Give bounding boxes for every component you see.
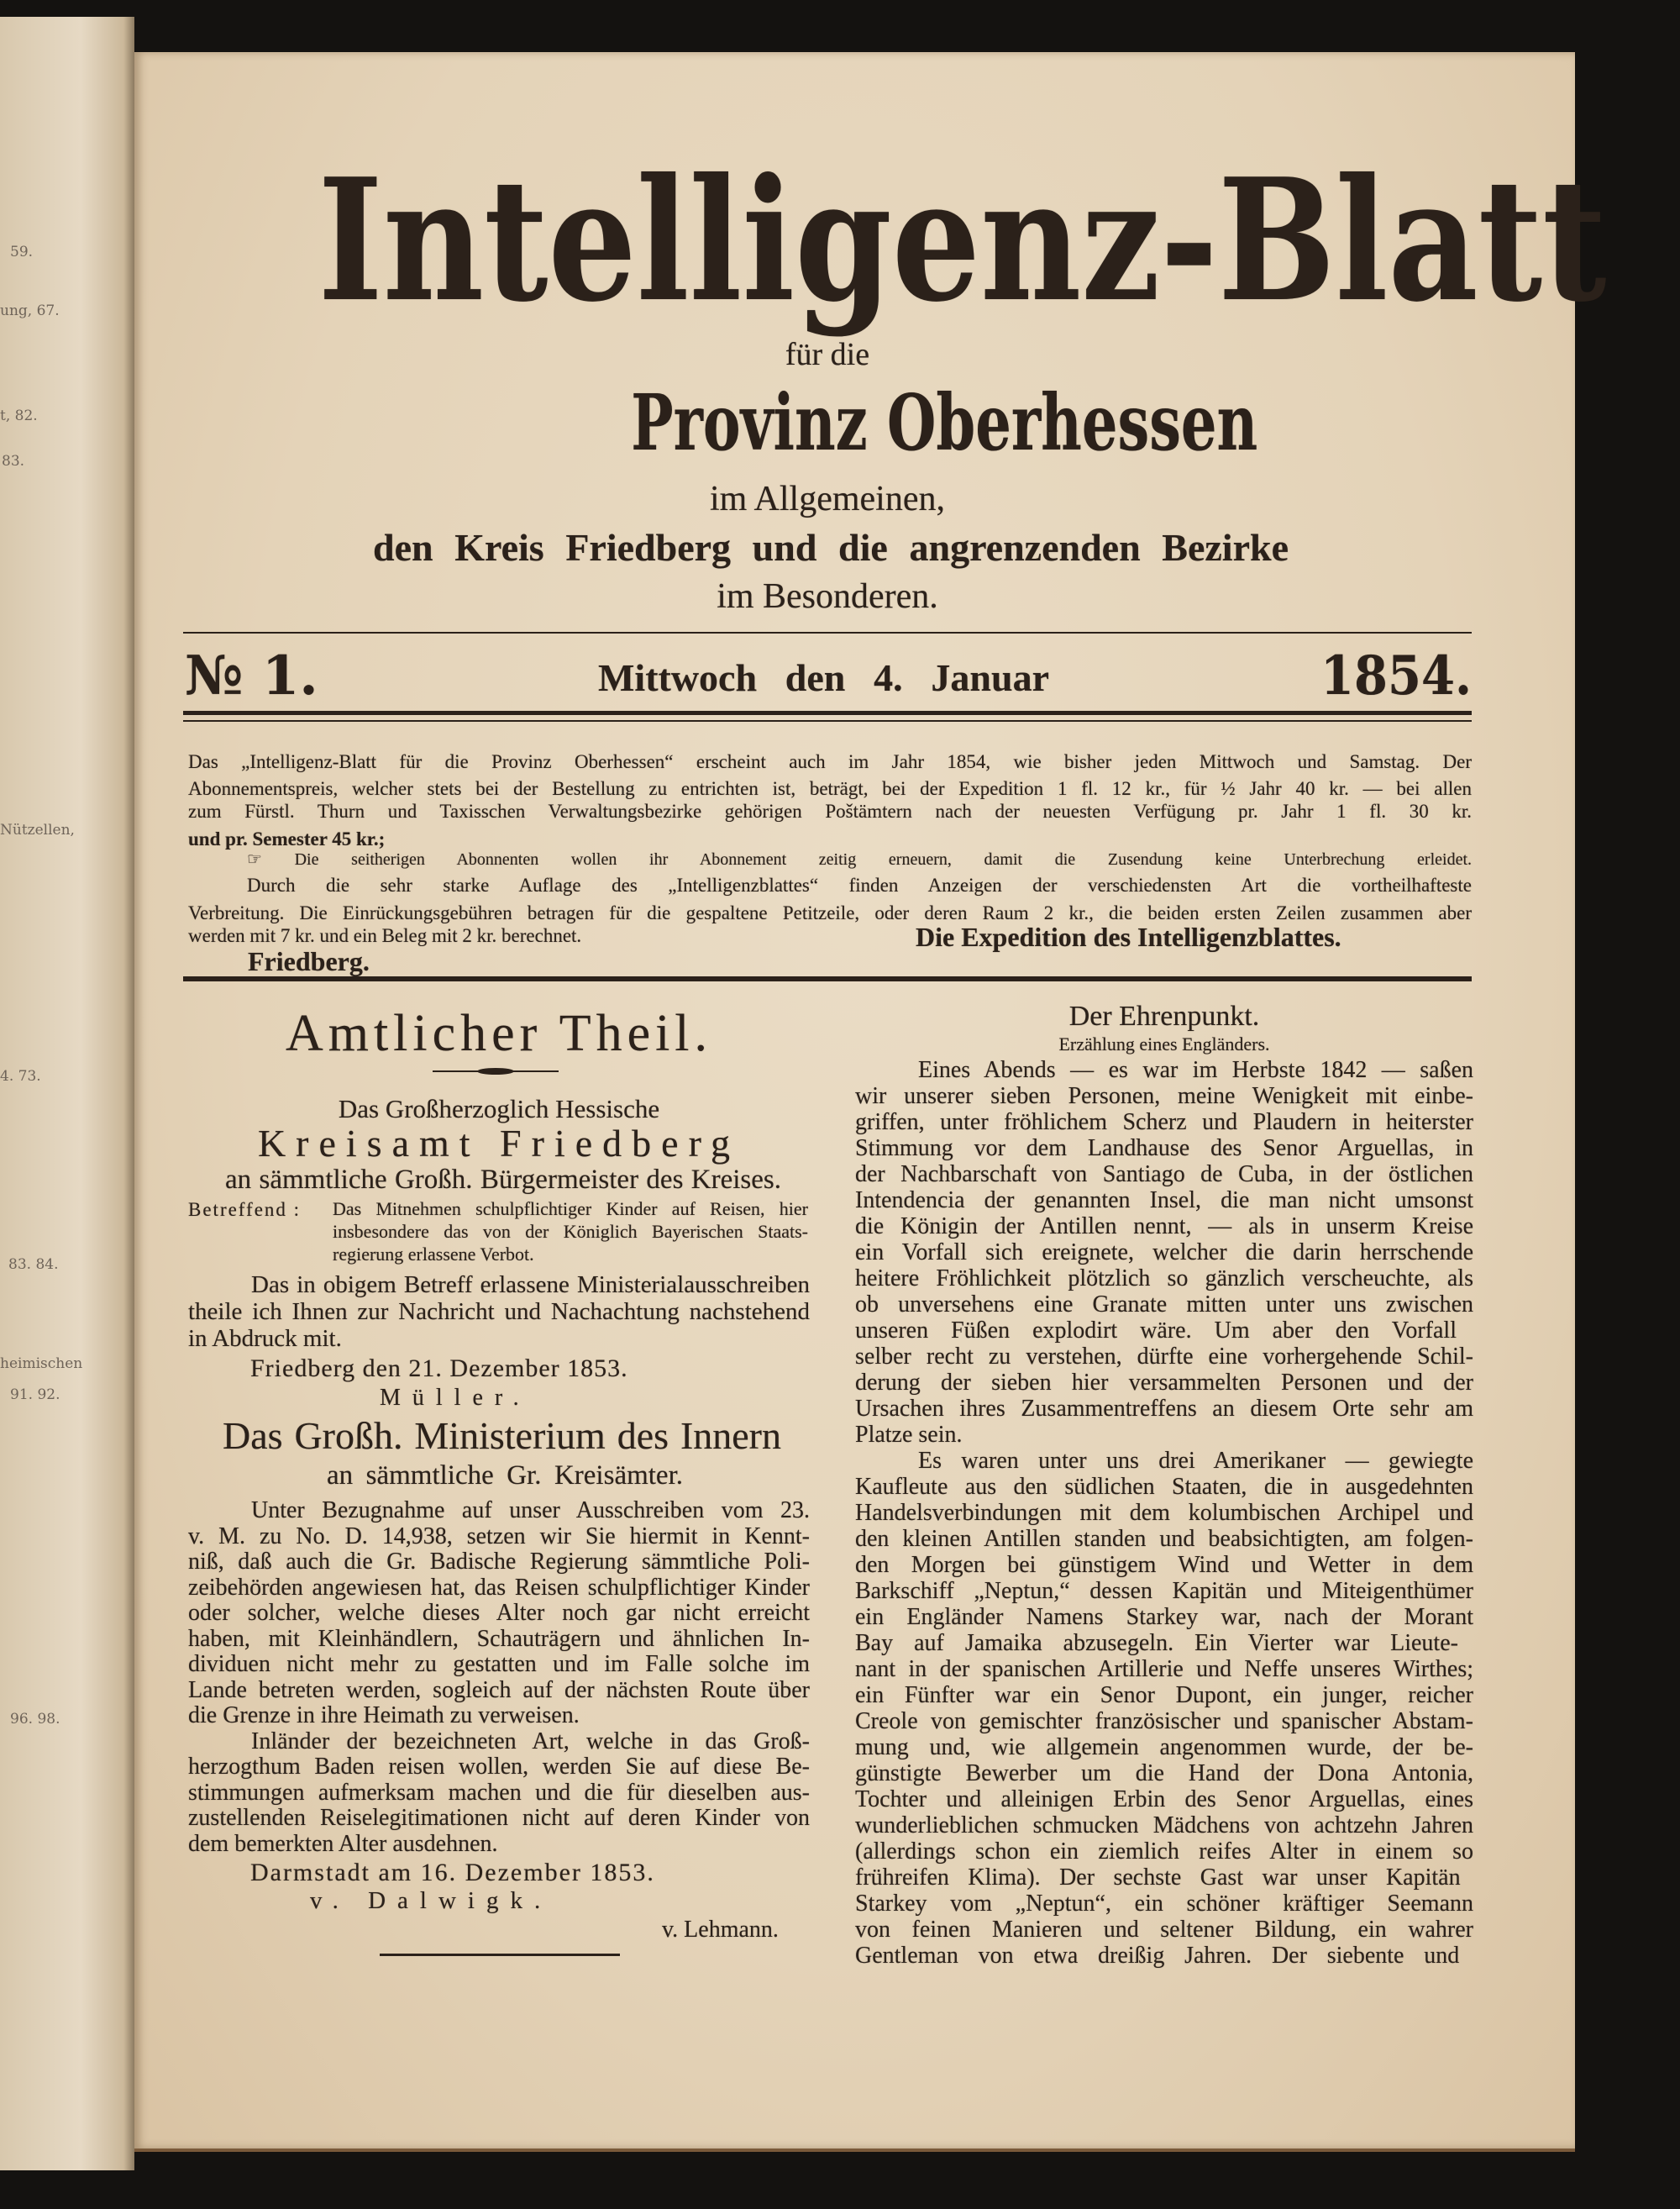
text-line-row xyxy=(855,1057,1473,1083)
section-rule xyxy=(183,976,1472,981)
ministry-addressee: an sämmtliche Gr. Kreisämter. xyxy=(327,1460,683,1491)
text-line-row xyxy=(855,1578,1473,1604)
issue-year: 1854. xyxy=(1320,644,1472,707)
im-allgemeinen: im Allgemeinen, xyxy=(710,480,945,518)
text-line: ob unversehens eine Granate mitten unter uns zwischen xyxy=(855,1291,1473,1318)
text-line: mung und, wie allgemein angenommen wurde, der be- xyxy=(855,1734,1473,1760)
text-line-row xyxy=(333,1197,808,1220)
text-line: die Grenze in ihre Heimath zu verweisen. xyxy=(188,1702,580,1728)
text-line: günstigte Bewerber um die Hand der Dona Antonia, xyxy=(855,1760,1473,1786)
facing-page-fragment: 4. 73. xyxy=(0,1068,41,1085)
text-line: insbesondere das von der Königlich Bayerischen Staats- xyxy=(333,1221,808,1242)
notice-line: Verbreitung. Die Einrückungsgebühren betragen für die gespaltene Petitzeile, oder deren Raum 2 kr., die beiden ersten Zeilen zusammen aber xyxy=(188,902,1472,923)
paragraph xyxy=(188,1729,810,1858)
text-line-row xyxy=(188,1627,810,1653)
text-line-row xyxy=(855,1760,1473,1786)
signer: Müller. xyxy=(380,1385,531,1411)
rule xyxy=(183,632,1472,634)
section-title-wrap xyxy=(188,1004,810,1063)
text-line-row xyxy=(855,1109,1473,1135)
text-line: heitere Fröhlichkeit plötzlich so gänzlich verscheuchte, als xyxy=(855,1265,1473,1291)
text-line-row xyxy=(188,1325,810,1352)
signer: v. Lehmann. xyxy=(662,1917,779,1943)
text-line-row xyxy=(188,1806,810,1832)
im-besonderen: im Besonderen. xyxy=(717,577,938,616)
text-line: Starkey vom „Neptun“, ein schöner kräftiger Seemann xyxy=(855,1891,1473,1917)
text-line-row xyxy=(188,1703,810,1729)
text-line-row xyxy=(855,1656,1473,1682)
text-line-row xyxy=(855,1630,1473,1656)
text-line: Ursachen ihres Zusammentreffens an diesem Orte sehr am xyxy=(855,1396,1473,1422)
text-line: von feinen Manieren und seltener Bildung, ein wahrer xyxy=(855,1917,1473,1943)
text-line: ein Engländer Namens Starkey war, nach der Morant xyxy=(855,1604,1473,1630)
text-line-row xyxy=(855,1318,1473,1344)
notice-line: und pr. Semester 45 kr.; xyxy=(188,828,386,849)
text-line-row xyxy=(188,1271,810,1298)
text-line-row xyxy=(855,1161,1473,1187)
text-line: Handelsverbindungen mit dem kolumbischen Archipel und xyxy=(855,1500,1473,1526)
text-line-row xyxy=(855,1265,1473,1291)
text-line-row xyxy=(855,1682,1473,1708)
addressee-wrap xyxy=(225,1164,781,1201)
text-line-row xyxy=(188,1575,810,1602)
text-line-row xyxy=(855,1708,1473,1734)
subscription-notice xyxy=(188,750,1472,952)
text-line: Creole von gemischter französischer und spanischer Abstam- xyxy=(855,1708,1473,1734)
notice-place: Friedberg. xyxy=(248,946,370,976)
notice-line: Durch die sehr starke Auflage des „Intelligenzblattes“ finden Anzeigen der verschiedensten Art die vortheilhafteste xyxy=(247,875,1472,896)
rule xyxy=(183,720,1472,722)
text-line: v. M. zu No. D. 14,938, setzen wir Sie hiermit in Kennt- xyxy=(188,1523,810,1549)
text-line: Kaufleute aus den südlichen Staaten, die in ausgedehnten xyxy=(855,1474,1473,1500)
text-line-row xyxy=(333,1220,808,1243)
text-line: den kleinen Antillen standen und beabsichtigten, am folgen- xyxy=(855,1526,1473,1552)
end-rule xyxy=(380,1954,620,1956)
text-line-row xyxy=(188,1832,810,1858)
district-line-wrap xyxy=(373,525,1289,580)
text-line: (allerdings schon ein ziemlich reifes Alter in einem so xyxy=(855,1838,1473,1865)
fuer-die-wrap xyxy=(183,336,1472,373)
ministry-title: Das Großh. Ministerium des Innern xyxy=(223,1414,781,1457)
ornament-divider xyxy=(433,1065,559,1077)
district-line: den Kreis Friedberg und die angrenzenden Bezirke xyxy=(373,526,1289,569)
im-besonderen-wrap xyxy=(183,576,1472,617)
text-line: theile ich Ihnen zur Nachricht und Nachachtung nachstehend xyxy=(188,1298,810,1325)
facing-page-edge xyxy=(0,17,134,2170)
text-line: Eines Abends — es war im Herbste 1842 — saßen xyxy=(918,1057,1473,1083)
paragraph xyxy=(855,1057,1473,1448)
text-line: frühreifen Klima). Der sechste Gast war unser Kapitän xyxy=(855,1865,1461,1891)
paragraph xyxy=(855,1448,1473,1969)
notice-line: Abonnementspreis, welcher stets bei der Bestellung zu entrichten ist, beträgt, bei der Expedition 1 fl. 12 kr., für ½ Jahr 40 kr. — bei allen xyxy=(188,778,1472,799)
story-subtitle: Erzählung eines Engländers. xyxy=(1058,1033,1270,1055)
text-line: nant in der spanischen Artillerie und Neffe unseres Wirthes; xyxy=(855,1656,1473,1682)
subject-label: Betreffend : xyxy=(188,1199,302,1220)
text-line-row xyxy=(855,1344,1473,1370)
facing-page-fragment: t, 82. xyxy=(0,408,38,424)
text-line-row xyxy=(855,1370,1473,1396)
text-line: der Nachbarschaft von Santiago de Cuba, in der östlichen xyxy=(855,1161,1473,1187)
text-line: Das in obigem Betreff erlassene Ministerialausschreiben xyxy=(251,1271,810,1298)
masthead-title: Intelligenz-Blatt xyxy=(318,142,1607,339)
text-line: Barkschiff „Neptun,“ dessen Kapitän und Miteigenthümer xyxy=(855,1578,1473,1604)
fuer-die: für die xyxy=(785,337,870,372)
text-line-row xyxy=(188,1601,810,1627)
facing-page-fragment: ung, 67. xyxy=(0,302,60,319)
text-line: stimmungen aufmerksam machen und die für dieselben aus- xyxy=(188,1779,810,1806)
text-line-row xyxy=(855,1734,1473,1760)
section-title: Amtlicher Theil. xyxy=(285,1005,713,1062)
issue-number: № 1. xyxy=(185,644,318,707)
ministry-title-wrap xyxy=(223,1415,781,1466)
text-line-row xyxy=(188,1754,810,1780)
text-line: Intendencia der genannten Insel, die man nicht umsonst xyxy=(855,1187,1473,1213)
text-line: oder solcher, welche dieses Alter noch gar nicht erreicht xyxy=(188,1600,810,1626)
im-allgemeinen-wrap xyxy=(183,479,1472,519)
masthead-title-wrap xyxy=(183,142,1607,339)
text-line-row xyxy=(855,1891,1473,1917)
text-line: herzogthum Baden reisen wollen, werden Sie auf diese Be- xyxy=(188,1754,810,1780)
facing-page-fragment: 83. 84. xyxy=(8,1256,59,1273)
text-line: dem bemerkten Alter ausdehnen. xyxy=(188,1830,498,1857)
text-line: Unter Bezugnahme auf unser Ausschreiben vom 23. xyxy=(251,1497,810,1523)
text-line-row xyxy=(855,1812,1473,1838)
facing-page-fragment: 91. 92. xyxy=(10,1386,60,1403)
text-line: haben, mit Kleinhändlern, Schauträgern und ähnlichen In- xyxy=(188,1625,810,1652)
text-line: wunderlieblichen schmucken Mädchens von achtzehn Jahren xyxy=(855,1812,1473,1838)
facing-page-fragment: 83. xyxy=(2,453,25,470)
text-line: Das Mitnehmen schulpflichtiger Kinder auf Reisen, hier xyxy=(333,1198,808,1219)
text-line-row xyxy=(855,1838,1473,1865)
text-line-row xyxy=(855,1865,1473,1891)
text-line-row xyxy=(855,1396,1473,1422)
text-line-row xyxy=(855,1448,1473,1474)
text-line-row xyxy=(855,1239,1473,1265)
text-line: selber recht zu verstehen, dürfte eine vorhergehende Schil- xyxy=(855,1344,1473,1370)
text-line: Bay auf Jamaika abzusegeln. Ein Vierter war Lieute- xyxy=(855,1630,1458,1656)
text-line: griffen, unter fröhlichem Scherz und Plaudern in heiterster xyxy=(855,1109,1473,1135)
text-line-row xyxy=(333,1243,808,1265)
paragraph xyxy=(188,1271,810,1352)
authority-1-wrap xyxy=(188,1094,810,1124)
text-line: Platze sein. xyxy=(855,1422,963,1448)
text-line: Gentleman von etwa dreißig Jahren. Der siebente und xyxy=(855,1943,1460,1969)
story-subtitle-wrap xyxy=(855,1033,1473,1055)
addressee: an sämmtliche Großh. Bürgermeister des Kreises. xyxy=(225,1165,781,1195)
text-line: ein Vorfall sich ereignete, welcher die darin herrschende xyxy=(855,1239,1473,1265)
province-wrap xyxy=(514,376,1258,469)
text-line-row xyxy=(188,1298,810,1325)
text-line-row xyxy=(855,1083,1473,1109)
subject-text xyxy=(333,1197,808,1265)
notice-signature: Die Expedition des Intelligenzblattes. xyxy=(916,922,1341,952)
text-line: Es waren unter uns drei Amerikaner — gewiegte xyxy=(918,1448,1473,1474)
text-line: Tochter und alleinigen Erbin des Senor Arguellas, eines xyxy=(855,1786,1473,1812)
text-line-row xyxy=(855,1786,1473,1812)
text-line-row xyxy=(855,1291,1473,1318)
story-title-wrap xyxy=(855,1002,1473,1032)
text-line: die Königin der Antillen nennt, — als in unserm Kreise xyxy=(855,1213,1473,1239)
notice-line: Das „Intelligenz-Blatt für die Provinz Oberhessen“ erscheint auch im Jahr 1854, wie bisher jeden Mittwoch und Samstag. Der xyxy=(188,751,1472,772)
authority-2: Kreisamt Friedberg xyxy=(257,1122,741,1165)
issue-date-wrap xyxy=(598,655,1049,710)
text-line-row xyxy=(855,1187,1473,1213)
text-line-row xyxy=(188,1549,810,1575)
notice-line: werden mit 7 kr. und ein Beleg mit 2 kr. berechnet. xyxy=(188,925,582,946)
rule xyxy=(183,711,1472,715)
dateline: Friedberg den 21. Dezember 1853. xyxy=(250,1354,628,1382)
text-line: in Abdruck mit. xyxy=(188,1325,342,1352)
text-line: ein Fünfter war ein Senor Dupont, ein junger, reicher xyxy=(855,1682,1473,1708)
province-title: Provinz Oberhessen xyxy=(631,377,1258,468)
dateline: Darmstadt am 16. Dezember 1853. xyxy=(250,1859,655,1886)
text-line: zustellenden Reiselegitimationen nicht auf deren Kinder von xyxy=(188,1805,810,1831)
text-line-row xyxy=(855,1552,1473,1578)
text-line: Lande betreten werden, sogleich auf der nächsten Route über xyxy=(188,1676,810,1703)
facing-page-fragment: heimischen xyxy=(0,1355,83,1372)
text-line-row xyxy=(855,1422,1473,1448)
ministry-addressee-wrap xyxy=(327,1460,683,1496)
text-line-row xyxy=(855,1526,1473,1552)
text-line-row xyxy=(855,1943,1473,1969)
story-title: Der Ehrenpunkt. xyxy=(1068,1001,1260,1032)
notice-line: ☞ Die seitherigen Abonnenten wollen ihr Abonnement zeitig erneuern, damit die Zusendung keine Unterbrechung erleidet. xyxy=(247,850,1472,869)
text-line-row xyxy=(855,1917,1473,1943)
text-line: unseren Füßen explodirt wäre. Um aber den Vorfall xyxy=(855,1318,1457,1344)
facing-page-fragment: Nützellen, xyxy=(0,822,75,839)
issue-date: Mittwoch den 4. Januar xyxy=(598,656,1049,699)
notice-line: zum Fürstl. Thurn und Taxisschen Verwaltungsbezirke gehörigen Poštämtern nach der neuesten Verfügung pr. Jahr 1 fl. 30 kr. xyxy=(188,801,1472,822)
text-line: zeibehörden angewiesen hat, das Reisen schulpflichtiger Kinder xyxy=(188,1574,810,1601)
text-line-row xyxy=(188,1780,810,1807)
paragraph xyxy=(188,1498,810,1729)
facing-page-fragment: 59. xyxy=(10,244,34,260)
text-line-row xyxy=(188,1498,810,1524)
text-line: niß, daß auch die Gr. Badische Regierung sämmtliche Poli- xyxy=(188,1549,810,1575)
text-line: regierung erlassene Verbot. xyxy=(333,1244,534,1265)
text-line-row xyxy=(855,1500,1473,1526)
signer: v. Dalwigk. xyxy=(310,1887,553,1914)
text-line: derung der sieben hier versammelten Personen und der xyxy=(855,1370,1473,1396)
facing-page-fragment: 96. 98. xyxy=(10,1711,60,1728)
text-line: den Morgen bei günstigem Wind und Wetter in dem xyxy=(855,1552,1473,1578)
text-line-row xyxy=(855,1213,1473,1239)
text-line-row xyxy=(188,1524,810,1550)
text-line: Inländer der bezeichneten Art, welche in das Groß- xyxy=(251,1728,810,1754)
text-line-row xyxy=(188,1678,810,1704)
authority-2-wrap xyxy=(188,1122,810,1165)
text-line: wir unserer sieben Personen, meine Wenigkeit mit einbe- xyxy=(855,1083,1473,1109)
authority-1: Das Großherzoglich Hessische xyxy=(338,1094,660,1123)
text-line: dividuen nicht mehr zu gestatten und im Falle solche im xyxy=(188,1651,810,1677)
text-line: Stimmung vor dem Landhause des Senor Arguellas, in xyxy=(855,1135,1473,1161)
text-line-row xyxy=(855,1474,1473,1500)
text-line-row xyxy=(188,1652,810,1678)
text-line-row xyxy=(188,1729,810,1755)
text-line-row xyxy=(855,1604,1473,1630)
text-line-row xyxy=(855,1135,1473,1161)
